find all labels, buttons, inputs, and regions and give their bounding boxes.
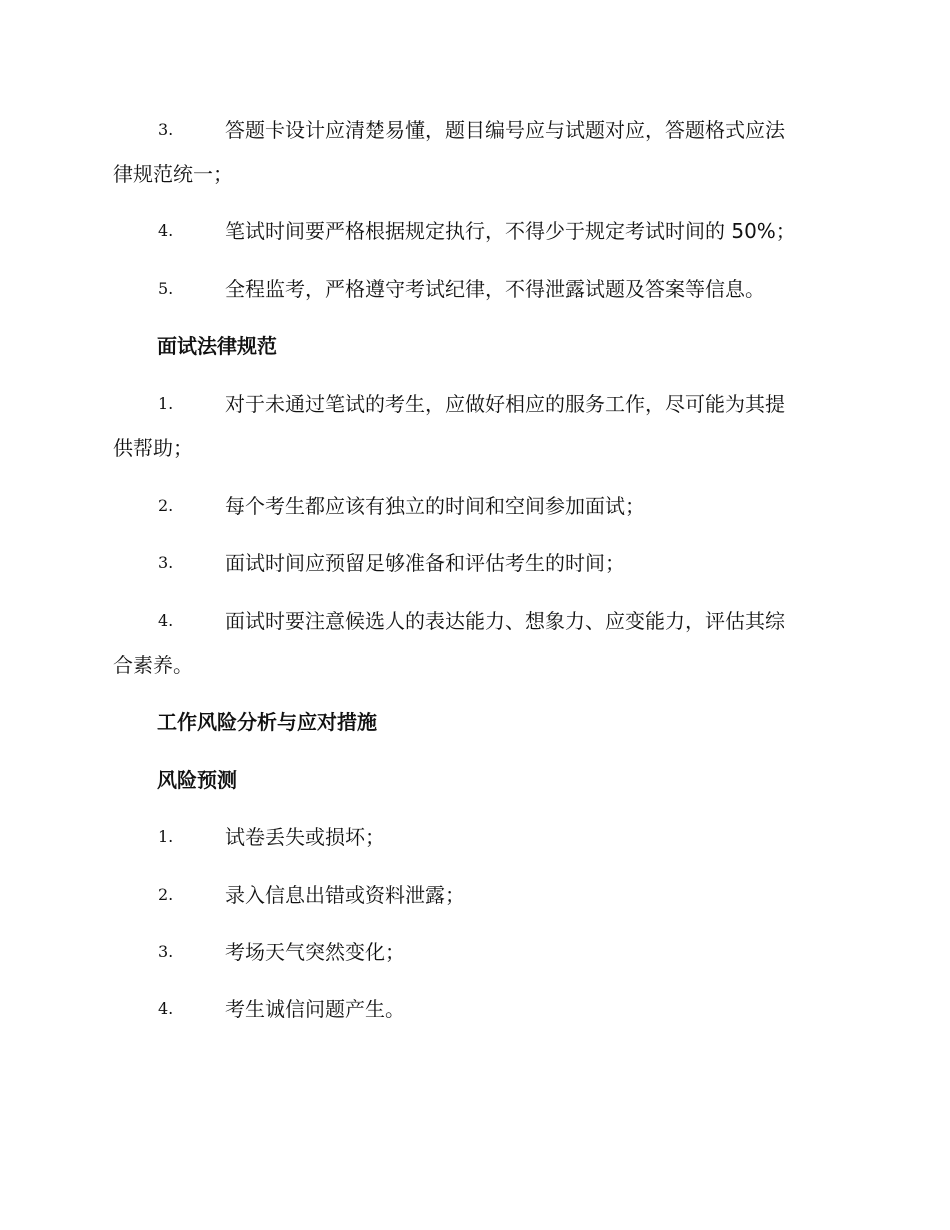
item-number: 4.	[158, 999, 174, 1018]
item-text: 考生诚信问题产生。	[225, 997, 405, 1021]
item-text: 面试时要注意候选人的表达能力、想象力、应变能力，评估其综	[225, 609, 785, 633]
item-text-continued: 律规范统一；	[113, 162, 233, 186]
item-text: 全程监考，严格遵守考试纪律，不得泄露试题及答案等信息。	[225, 277, 765, 301]
item-number: 1.	[158, 394, 174, 413]
item-number: 2.	[158, 496, 174, 515]
item-text-continued: 供帮助；	[113, 436, 193, 460]
item-text: 对于未通过笔试的考生，应做好相应的服务工作，尽可能为其提	[225, 392, 785, 416]
item-number: 4.	[158, 221, 174, 240]
item-text: 录入信息出错或资料泄露；	[225, 883, 465, 907]
item-number: 3.	[158, 553, 174, 572]
item-text: 每个考生都应该有独立的时间和空间参加面试；	[225, 494, 645, 518]
item-number: 4.	[158, 611, 174, 630]
item-text: 面试时间应预留足够准备和评估考生的时间；	[225, 551, 625, 575]
item-number: 2.	[158, 885, 174, 904]
item-text-continued: 合素养。	[113, 653, 193, 677]
subsection-heading: 风险预测	[157, 768, 237, 792]
section-heading: 面试法律规范	[157, 334, 277, 358]
item-number: 5.	[158, 279, 174, 298]
item-number: 1.	[158, 827, 174, 846]
item-text: 考场天气突然变化；	[225, 940, 405, 964]
item-text: 答题卡设计应清楚易懂，题目编号应与试题对应，答题格式应法	[225, 118, 785, 142]
item-number: 3.	[158, 942, 174, 961]
section-heading: 工作风险分析与应对措施	[157, 710, 377, 734]
item-text: 笔试时间要严格根据规定执行，不得少于规定考试时间的 50%；	[225, 219, 796, 243]
item-text: 试卷丢失或损坏；	[225, 825, 385, 849]
item-number: 3.	[158, 120, 174, 139]
